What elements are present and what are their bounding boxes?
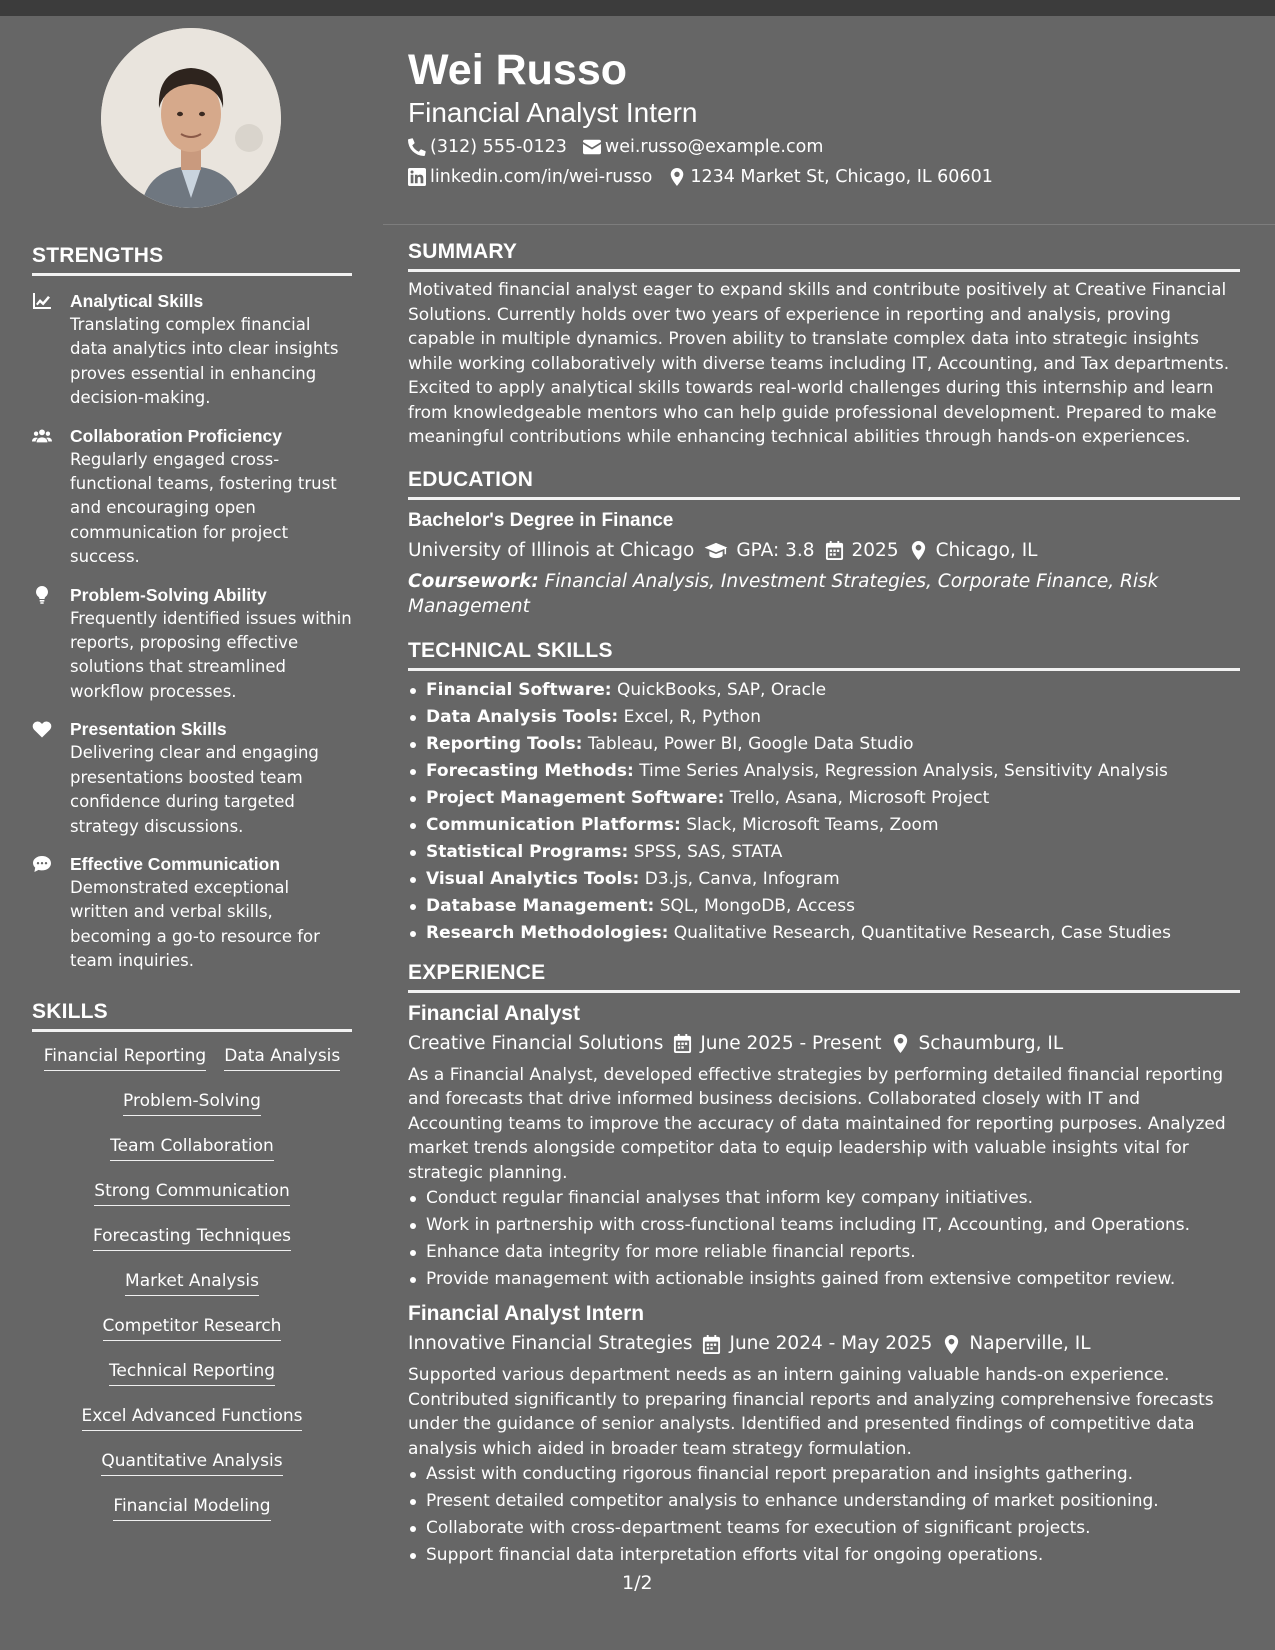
job-target-title: Financial Analyst Intern: [408, 97, 698, 128]
phone-icon: [408, 138, 426, 156]
technical-skills-list: [408, 677, 1240, 947]
job-bullets: [408, 1185, 1240, 1293]
list-item: Reporting Tools: Tableau, Power BI, Google Data Studio: [408, 731, 1240, 758]
list-item: Support financial data interpretation efforts vital for ongoing operations.: [408, 1542, 1240, 1569]
degree-name: Bachelor's Degree in Finance: [408, 509, 674, 531]
list-item: Present detailed competitor analysis to enhance understanding of market positioning.: [408, 1488, 1240, 1515]
skill-tag: Quantitative Analysis: [101, 1449, 282, 1476]
graduation-year: 2025: [851, 539, 899, 561]
list-item: Enhance data integrity for more reliable financial reports.: [408, 1239, 1240, 1266]
education-heading: EDUCATION: [408, 468, 1240, 500]
company-name: Creative Financial Solutions: [408, 1032, 664, 1054]
envelope-icon: [583, 138, 601, 156]
profile-photo: [101, 28, 281, 208]
header-divider: [383, 224, 1275, 225]
calendar-icon: [673, 1034, 692, 1053]
list-item: Conduct regular financial analyses that inform key company initiatives.: [408, 1185, 1240, 1212]
top-bar: [0, 0, 1275, 16]
job-entry: [408, 1299, 1240, 1569]
job-bullets: [408, 1461, 1240, 1569]
map-marker-icon: [668, 168, 686, 186]
list-item: Forecasting Methods: Time Series Analysis, Regression Analysis, Sensitivity Analysis: [408, 758, 1240, 785]
job-dates: June 2025 - Present: [700, 1032, 882, 1054]
strength-name: Effective Communication: [70, 853, 281, 874]
job-description: Supported various department needs as an intern gaining valuable hands-on experience. Contributed significantly to preparing financial reports and analyzing comprehensive forecasts under the guidance of senior analysts. Identified and presented findings of competitive data analysis which aided in broader team strategy formulation.: [408, 1365, 1214, 1459]
skill-tag: Team Collaboration: [110, 1134, 274, 1161]
strength-name: Analytical Skills: [70, 291, 204, 311]
strength-item: [32, 717, 352, 839]
map-marker-icon: [891, 1034, 910, 1053]
skill-tag: Technical Reporting: [109, 1359, 275, 1386]
skills-list: [32, 1044, 352, 1539]
experience-heading: EXPERIENCE: [408, 961, 1240, 993]
job-description: As a Financial Analyst, developed effective strategies by performing detailed financial reporting and forecasts that drive informed business decisions. Collaborated closely with IT and Accounting teams to improve the accuracy of data maintained for reporting purposes. Analyzed market trends alongside competitor data to equip leadership with valuable insights vital for strategic planning.: [408, 1064, 1226, 1183]
strength-item: [32, 289, 352, 411]
linkedin-link[interactable]: linkedin.com/in/wei-russo: [430, 167, 653, 187]
strength-name: Collaboration Proficiency: [70, 425, 282, 446]
list-item: Database Management: SQL, MongoDB, Access: [408, 893, 1240, 920]
strength-desc: Delivering clear and engaging presentations boosted team confidence during targeted strategy discussions.: [70, 743, 319, 836]
page-indicator: 1/2: [622, 1572, 653, 1594]
gpa-text: GPA: 3.8: [736, 539, 815, 561]
address-text: 1234 Market St, Chicago, IL 60601: [690, 167, 993, 187]
skill-tag: Data Analysis: [224, 1044, 340, 1071]
strength-name: Presentation Skills: [70, 719, 227, 740]
job-dates: June 2024 - May 2025: [729, 1333, 933, 1354]
users-icon: [32, 427, 52, 445]
main-content: [408, 240, 1240, 1569]
strength-item: [32, 852, 352, 974]
chart-line-icon: [32, 292, 52, 310]
coursework-list: Financial Analysis, Investment Strategies, Corporate Finance, Risk Management: [408, 570, 1159, 617]
strength-desc: Translating complex financial data analytics into clear insights proves essential in enhancing decision-making.: [70, 315, 339, 408]
list-item: Provide management with actionable insights gained from extensive competitor review.: [408, 1266, 1240, 1293]
job-entry: [408, 999, 1240, 1294]
skills-heading: SKILLS: [32, 1000, 352, 1032]
strength-name: Problem-Solving Ability: [70, 584, 267, 605]
technical-skills-heading: TECHNICAL SKILLS: [408, 639, 1240, 671]
skill-tag: Strong Communication: [94, 1179, 289, 1206]
strength-item: [32, 424, 352, 570]
phone-text[interactable]: (312) 555-0123: [430, 137, 567, 157]
job-title: Financial Analyst: [408, 1001, 580, 1025]
list-item: Visual Analytics Tools: D3.js, Canva, Infogram: [408, 866, 1240, 893]
coursework: [408, 569, 1240, 619]
school-name: University of Illinois at Chicago: [408, 539, 695, 561]
calendar-icon: [702, 1335, 721, 1354]
skill-tag: Problem-Solving: [123, 1089, 261, 1116]
job-location: Naperville, IL: [969, 1333, 1091, 1354]
strength-desc: Frequently identified issues within reports, proposing effective solutions that streamlined workflow processes.: [70, 608, 352, 701]
skill-tag: Market Analysis: [125, 1269, 259, 1296]
strengths-heading: STRENGTHS: [32, 244, 352, 276]
candidate-name: Wei Russo: [408, 46, 628, 94]
coursework-label: Coursework:: [408, 570, 539, 592]
education-meta: [408, 536, 1240, 566]
skill-tag: Competitor Research: [103, 1314, 282, 1341]
job-meta: [408, 1329, 1240, 1359]
comment-icon: [32, 855, 52, 873]
strength-item: [32, 583, 352, 705]
school-location: Chicago, IL: [935, 539, 1038, 561]
job-title: Financial Analyst Intern: [408, 1302, 645, 1325]
list-item: Financial Software: QuickBooks, SAP, Oracle: [408, 677, 1240, 704]
map-marker-icon: [909, 541, 928, 560]
contact-row: [408, 132, 1240, 162]
header: [408, 44, 1240, 192]
skill-tag: Financial Modeling: [113, 1494, 270, 1521]
job-location: Schaumburg, IL: [918, 1032, 1064, 1054]
email-link[interactable]: wei.russo@example.com: [604, 137, 824, 157]
skill-tag: Forecasting Techniques: [93, 1224, 291, 1251]
linkedin-icon: [408, 168, 426, 186]
summary-text: Motivated financial analyst eager to expand skills and contribute positively at Creative Financial Solutions. Currently holds over two years of experience in reporting and analysis, proving capable in multiple dynamics. Proven ability to translate complex data into strategic insights while working collaboratively with diverse teams including IT, Accounting, and Tax departments. Excited to apply analytical skills towards real-world challenges during this internship and learn from knowledgeable mentors who can help guide professional development. Prepared to make meaningful contributions while enhancing technical abilities through hands-on experiences.: [408, 280, 1230, 447]
list-item: Research Methodologies: Qualitative Research, Quantitative Research, Case Studies: [408, 920, 1240, 947]
job-meta: [408, 1029, 1240, 1059]
graduation-cap-icon: [704, 541, 728, 560]
summary-heading: SUMMARY: [408, 240, 1240, 272]
list-item: Statistical Programs: SPSS, SAS, STATA: [408, 839, 1240, 866]
list-item: Assist with conducting rigorous financial report preparation and insights gathering.: [408, 1461, 1240, 1488]
list-item: Data Analysis Tools: Excel, R, Python: [408, 704, 1240, 731]
contact-row: [408, 162, 1240, 192]
strength-desc: Regularly engaged cross-functional teams, fostering trust and encouraging open communication for project success.: [70, 449, 337, 567]
skill-tag: Excel Advanced Functions: [82, 1404, 303, 1431]
heart-icon: [32, 720, 52, 738]
map-marker-icon: [942, 1335, 961, 1354]
list-item: Collaborate with cross-department teams for execution of significant projects.: [408, 1515, 1240, 1542]
list-item: Project Management Software: Trello, Asana, Microsoft Project: [408, 785, 1240, 812]
calendar-icon: [825, 541, 844, 560]
sidebar: [32, 28, 352, 1539]
lightbulb-icon: [32, 586, 52, 604]
skill-tag: Financial Reporting: [44, 1044, 207, 1071]
list-item: Communication Platforms: Slack, Microsoft Teams, Zoom: [408, 812, 1240, 839]
strength-desc: Demonstrated exceptional written and verbal skills, becoming a go-to resource for team inquiries.: [70, 877, 320, 971]
list-item: Work in partnership with cross-functional teams including IT, Accounting, and Operations.: [408, 1212, 1240, 1239]
company-name: Innovative Financial Strategies: [408, 1333, 693, 1354]
